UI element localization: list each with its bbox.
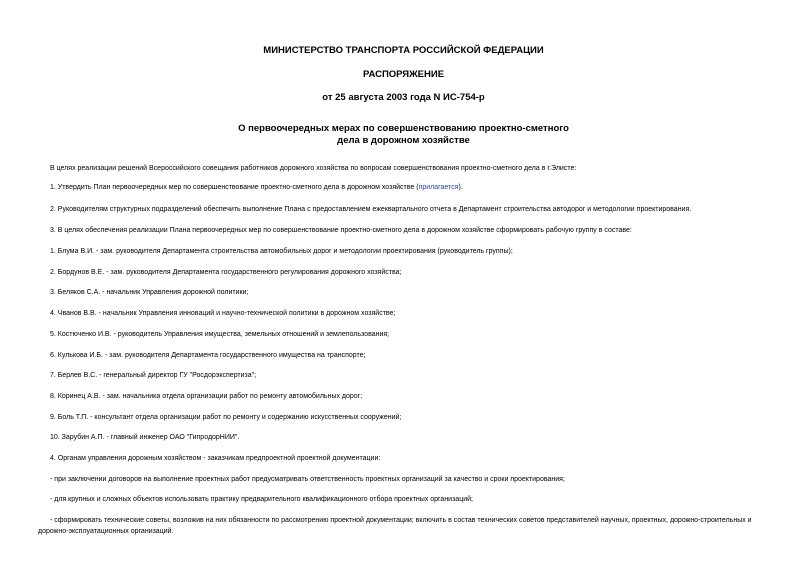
doc-type-title: РАСПОРЯЖЕНИЕ <box>362 69 445 80</box>
paragraph-1-text: 1. Утвердить План первоочередных мер по совершенствование проектно-сметного дела в дорожном хозяйстве ( <box>50 184 419 191</box>
date-number: от 25 августа 2003 года N ИС-754-р <box>322 92 485 103</box>
subject-line-2: дела в дорожном хозяйстве <box>337 135 470 146</box>
paragraph-1-end: ). <box>458 184 463 191</box>
intro-paragraph: В целях реализации решений Всероссийского совещания работников дорожного хозяйства по вопросам совершенствования проектно-сметного дела в г.Элисте: <box>50 165 577 172</box>
directive-3: - сформировать технические советы, возложив на них обязанности по рассмотрению проектной документации; включить в состав технических советов представителей научных, проектных, дорожно-строительных и дорожно-эксплуатационных организаций. <box>38 517 752 535</box>
paragraph-1 <box>50 182 463 193</box>
paragraph-2: 2. Руководителям структурных подразделений обеспечить выполнение Плана с предоставлением ежеквартального отчета в Департамент строительства автодорог и методологии проектирования. <box>50 206 692 213</box>
member-4: 4. Чванов В.В. - начальник Управления инноваций и научно-технической политики в дорожном хозяйстве; <box>50 310 396 317</box>
member-1: 1. Блума В.И. - зам. руководителя Департамента строительства автомобильных дорог и методологии проектирования (руководитель группы); <box>50 248 513 255</box>
member-10: 10. Зарубин А.П. - главный инженер ОАО "ГипродорНИИ". <box>50 434 240 441</box>
member-5: 5. Костюченко И.В. - руководитель Управления имущества, земельных отношений и землепользования; <box>50 331 390 338</box>
paragraph-4: 4. Органам управления дорожным хозяйством - заказчикам предпроектной проектной документации: <box>50 455 381 462</box>
member-6: 6. Кулькова И.Б. - зам. руководителя Департамента государственного имущества на транспорте; <box>50 352 366 359</box>
directive-1: - при заключении договоров на выполнение проектных работ предусматривать ответственность проектных организаций за качество и сроки проектирования; <box>50 476 565 483</box>
subject-line-1: О первоочередных мерах по совершенствованию проектно-сметного <box>238 123 569 134</box>
directive-2: - для крупных и сложных объектов использовать практику предварительного квалификационного отбора проектных организаций; <box>50 496 473 503</box>
member-8: 8. Коринец А.В. - зам. начальника отдела организации работ по ремонту автомобильных дорог; <box>50 393 363 400</box>
attachment-link[interactable]: прилагается <box>418 184 459 191</box>
member-2: 2. Бордунов В.Е. - зам. руководителя Департамента государственного регулирования дорожного хозяйства; <box>50 269 402 276</box>
ministry-title: МИНИСТЕРСТВО ТРАНСПОРТА РОССИЙСКОЙ ФЕДЕРАЦИИ <box>263 45 544 56</box>
paragraph-3: 3. В целях обеспечения реализации Плана первоочередных мер по совершенствование проектно-сметного дела в дорожном хозяйстве сформировать рабочую группу в составе: <box>50 227 632 234</box>
member-3: 3. Беляков С.А. - начальник Управления дорожной политики; <box>50 289 249 296</box>
member-9: 9. Боль Т.П. - консультант отдела организации работ по ремонту и содержанию искусственных сооружений; <box>50 414 402 421</box>
member-7: 7. Берлев В.С. - генеральный директор ГУ "Росдорэкспертиза"; <box>50 372 257 379</box>
